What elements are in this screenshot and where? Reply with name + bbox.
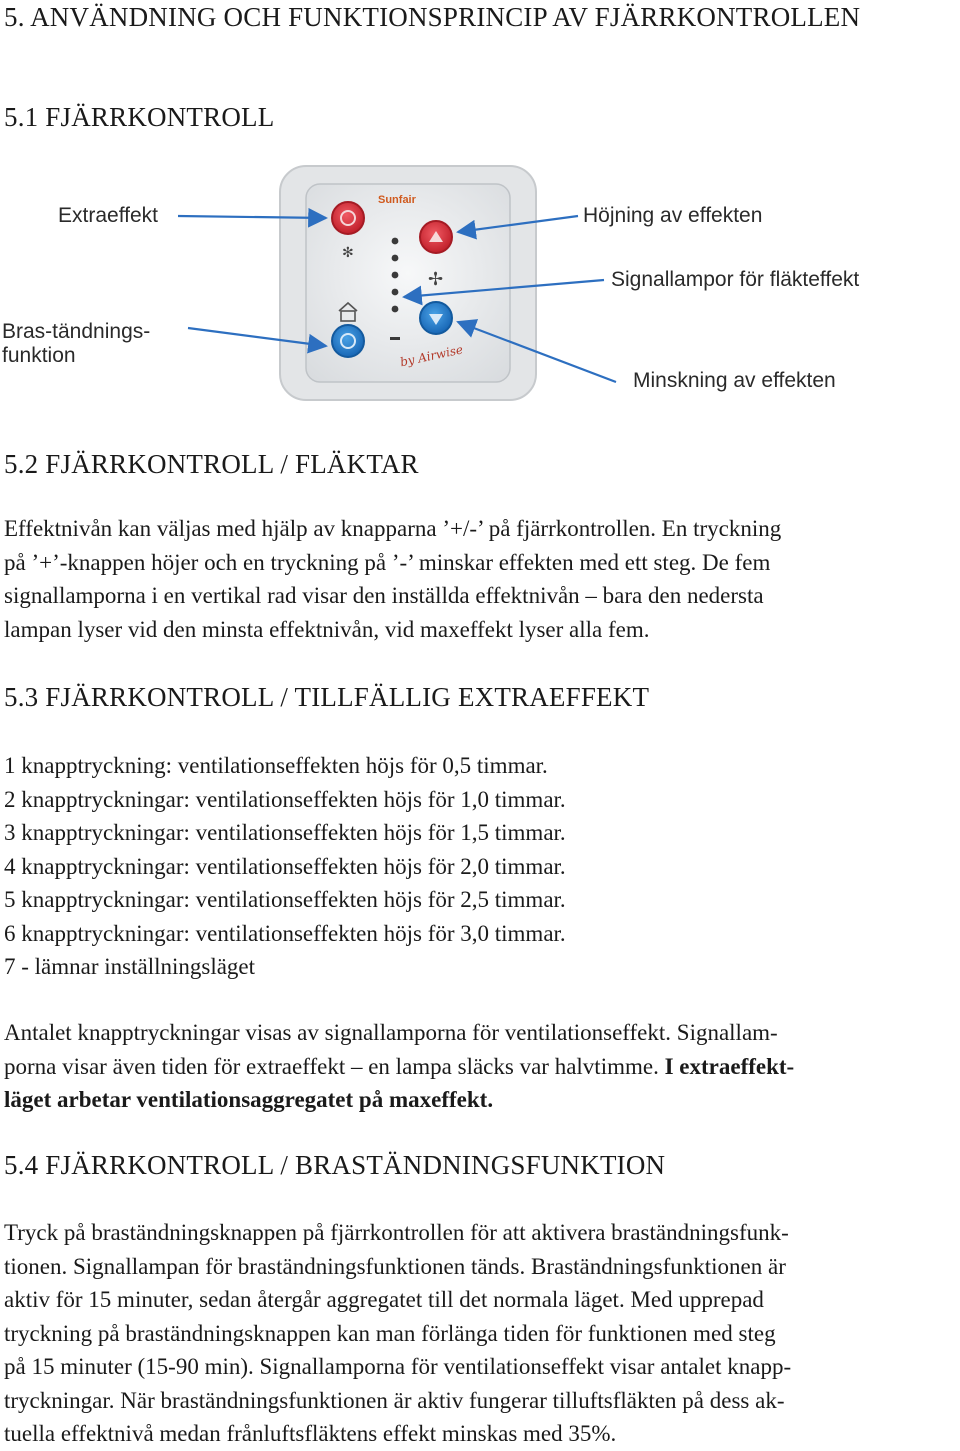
label-extra-effect: Extraeffekt (58, 204, 158, 227)
lower-effect-button[interactable] (420, 302, 452, 334)
label-fireplace-function: Bras-tändnings- funktion (2, 320, 151, 367)
section-5-2-body (4, 512, 781, 646)
paragraph-line: tryckning på braständningsknappen kan man förlänga tiden för funktionen med steg (4, 1320, 776, 1346)
paragraph-line: tionen. Signallampan för braständningsfunktionen tänds. Braständningsfunktionen är (4, 1253, 786, 1279)
paragraph-line: Antalet knapptryckningar visas av signallamporna för ventilationseffekt. Signallam- (4, 1020, 778, 1045)
section-5-4-title: 5.4 FJÄRRKONTROLL / BRASTÄNDNINGSFUNKTION (4, 1150, 666, 1180)
section-5-3-note (4, 1016, 794, 1117)
extra-effect-button[interactable] (332, 202, 364, 234)
paragraph-line: Tryck på braständningsknappen på fjärrkontrollen för att aktivera braständningsfunk- (4, 1220, 789, 1245)
list-item: 1 knapptryckning: ventilationseffekten höjs för 0,5 timmar. (4, 753, 548, 778)
brand-logo: Sunfair (378, 194, 416, 206)
raise-effect-button[interactable] (420, 221, 452, 253)
brand-logo-bottom: by Airwise (398, 342, 465, 370)
fireplace-button[interactable] (332, 325, 364, 357)
paragraph-line: lampan lyser vid den minsta effektnivån, vid maxeffekt lyser alla fem. (4, 616, 650, 642)
paragraph-line: tuella effektnivå medan frånluftsfläktens effekt minskas med 35%. (4, 1421, 617, 1446)
label-lower-effect: Minskning av effekten (633, 369, 836, 392)
section-5-3-title: 5.3 FJÄRRKONTROLL / TILLFÄLLIG EXTRAEFFEKT (4, 682, 650, 712)
section-5-4-body (4, 1216, 791, 1451)
note-bold-2: läget arbetar ventilationsaggregatet på maxeffekt. (4, 1087, 494, 1112)
note-bold: I extraeffekt- (664, 1053, 795, 1079)
section-5-1-title: 5.1 FJÄRRKONTROLL (4, 102, 275, 132)
list-item: 7 - lämnar inställningsläget (4, 954, 256, 979)
paragraph-line: Effektnivån kan väljas med hjälp av knapparna ’+/-’ på fjärrkontrollen. En tryckning (4, 516, 782, 541)
paragraph-line: aktiv för 15 minuter, sedan återgår aggregatet till det normala läget. Med upprepad (4, 1287, 764, 1312)
paragraph-line (4, 1083, 794, 1117)
note-text: porna visar även tiden för extraeffekt – en lampa släcks var halvtimme. (4, 1053, 665, 1079)
paragraph-line: på 15 minuter (15-90 min). Signallamporna för ventilationseffekt visar antalet knapp- (4, 1354, 792, 1379)
paragraph-line: signallamporna i en vertikal rad visar den inställda effektnivån – bara den nedersta (4, 583, 764, 608)
list-item: 3 knapptryckningar: ventilationseffekten höjs för 1,5 timmar. (4, 820, 566, 845)
list-item: 2 knapptryckningar: ventilationseffekten höjs för 1,0 timmar. (4, 786, 566, 812)
extra-effect-list (4, 749, 566, 984)
section-5-2-title: 5.2 FJÄRRKONTROLL / FLÄKTAR (4, 449, 419, 479)
fan-icon: ✢ (428, 269, 444, 290)
list-item: 5 knapptryckningar: ventilationseffekten höjs för 2,5 timmar. (4, 887, 566, 912)
label-raise-effect: Höjning av effekten (583, 204, 763, 227)
label-signal-lamps: Signallampor för fläkteffekt (611, 268, 860, 291)
fan-small-icon: ✻ (342, 245, 354, 261)
list-item: 6 knapptryckningar: ventilationseffekten höjs för 3,0 timmar. (4, 920, 566, 946)
paragraph-line: på ’+’-knappen höjer och en tryckning på ’-’ minskar effekten med ett steg. De fem (4, 549, 771, 575)
list-item: 4 knapptryckningar: ventilationseffekten höjs för 2,0 timmar. (4, 853, 566, 879)
page-heading: 5. ANVÄNDNING OCH FUNKTIONSPRINCIP AV FJÄRRKONTROLLEN (4, 2, 861, 32)
paragraph-line: tryckningar. När braständningsfunktionen är aktiv fungerar tilluftsfläkten på dess ak- (4, 1387, 785, 1413)
paragraph-line (4, 1050, 794, 1084)
